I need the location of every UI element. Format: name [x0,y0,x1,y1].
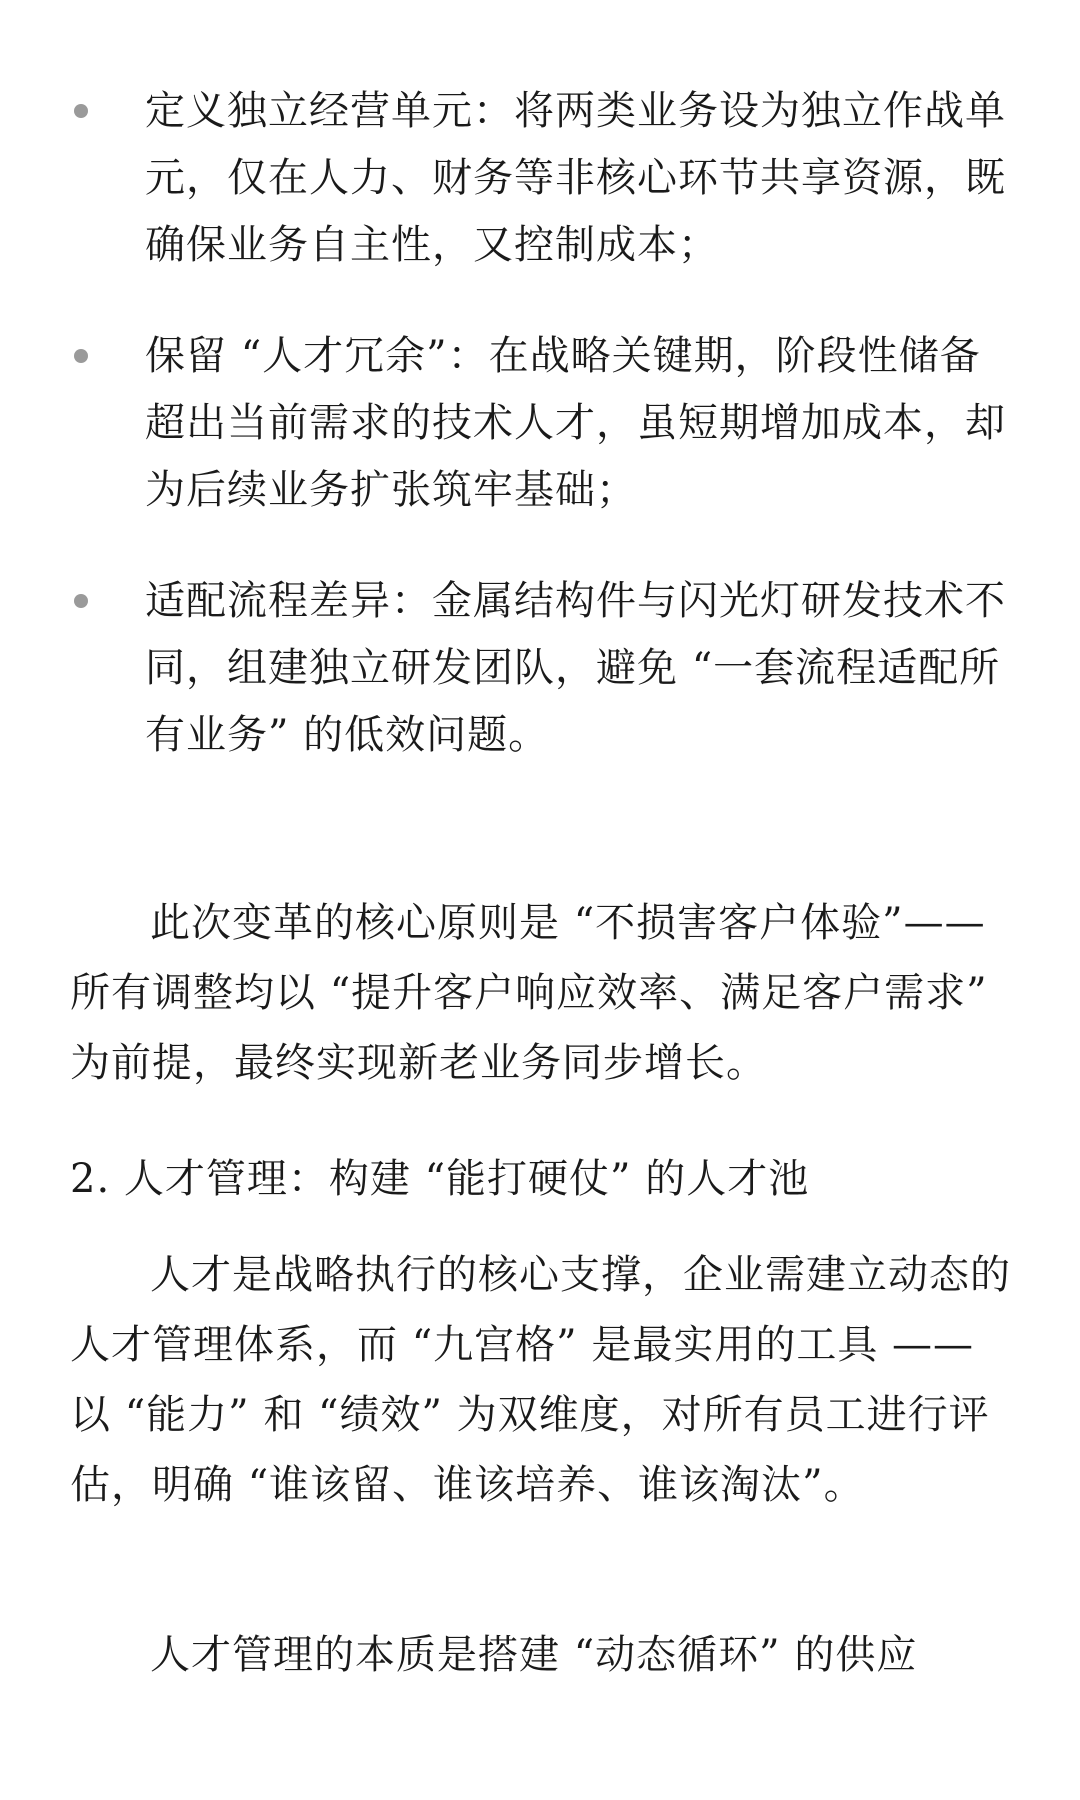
bullet-list [70,78,1020,813]
bullet-item-independent-units [70,78,1020,279]
bullet-dot-icon [74,349,88,363]
bullet-text: 定义独立经营单元：将两类业务设为独立作战单元，仅在人力、财务等非核心环节共享资源，既确保业务自主性，又控制成本； [145,88,1006,268]
paragraph-talent-essence: 人才管理的本质是搭建 “动态循环” 的供应 [150,1632,918,1678]
paragraph-nine-box-grid: 人才是战略执行的核心支撑，企业需建立动态的人才管理体系，而 “九宫格” 是最实用的工具 —— 以 “能力” 和 “绩效” 为双维度，对所有员工进行评估，明确 “谁该留、谁该培养、谁该淘汰”。 [70,1252,1011,1508]
bullet-dot-icon [74,594,88,608]
paragraph-reform-principle: 此次变革的核心原则是 “不损害客户体验”—— 所有调整均以 “提升客户响应效率、满足客户需求” 为前提，最终实现新老业务同步增长。 [70,900,988,1086]
bullet-text: 适配流程差异：金属结构件与闪光灯研发技术不同，组建独立研发团队，避免 “一套流程适配所有业务” 的低效问题。 [145,578,1006,758]
bullet-text: 保留 “人才冗余”：在战略关键期，阶段性储备超出当前需求的技术人才，虽短期增加成本，却为后续业务扩张筑牢基础； [145,333,1006,513]
section-heading-talent-management: 2. 人才管理：构建 “能打硬仗” 的人才池 [70,1156,810,1202]
bullet-item-talent-redundancy [70,323,1020,524]
bullet-dot-icon [74,104,88,118]
bullet-item-process-adaptation [70,568,1020,769]
